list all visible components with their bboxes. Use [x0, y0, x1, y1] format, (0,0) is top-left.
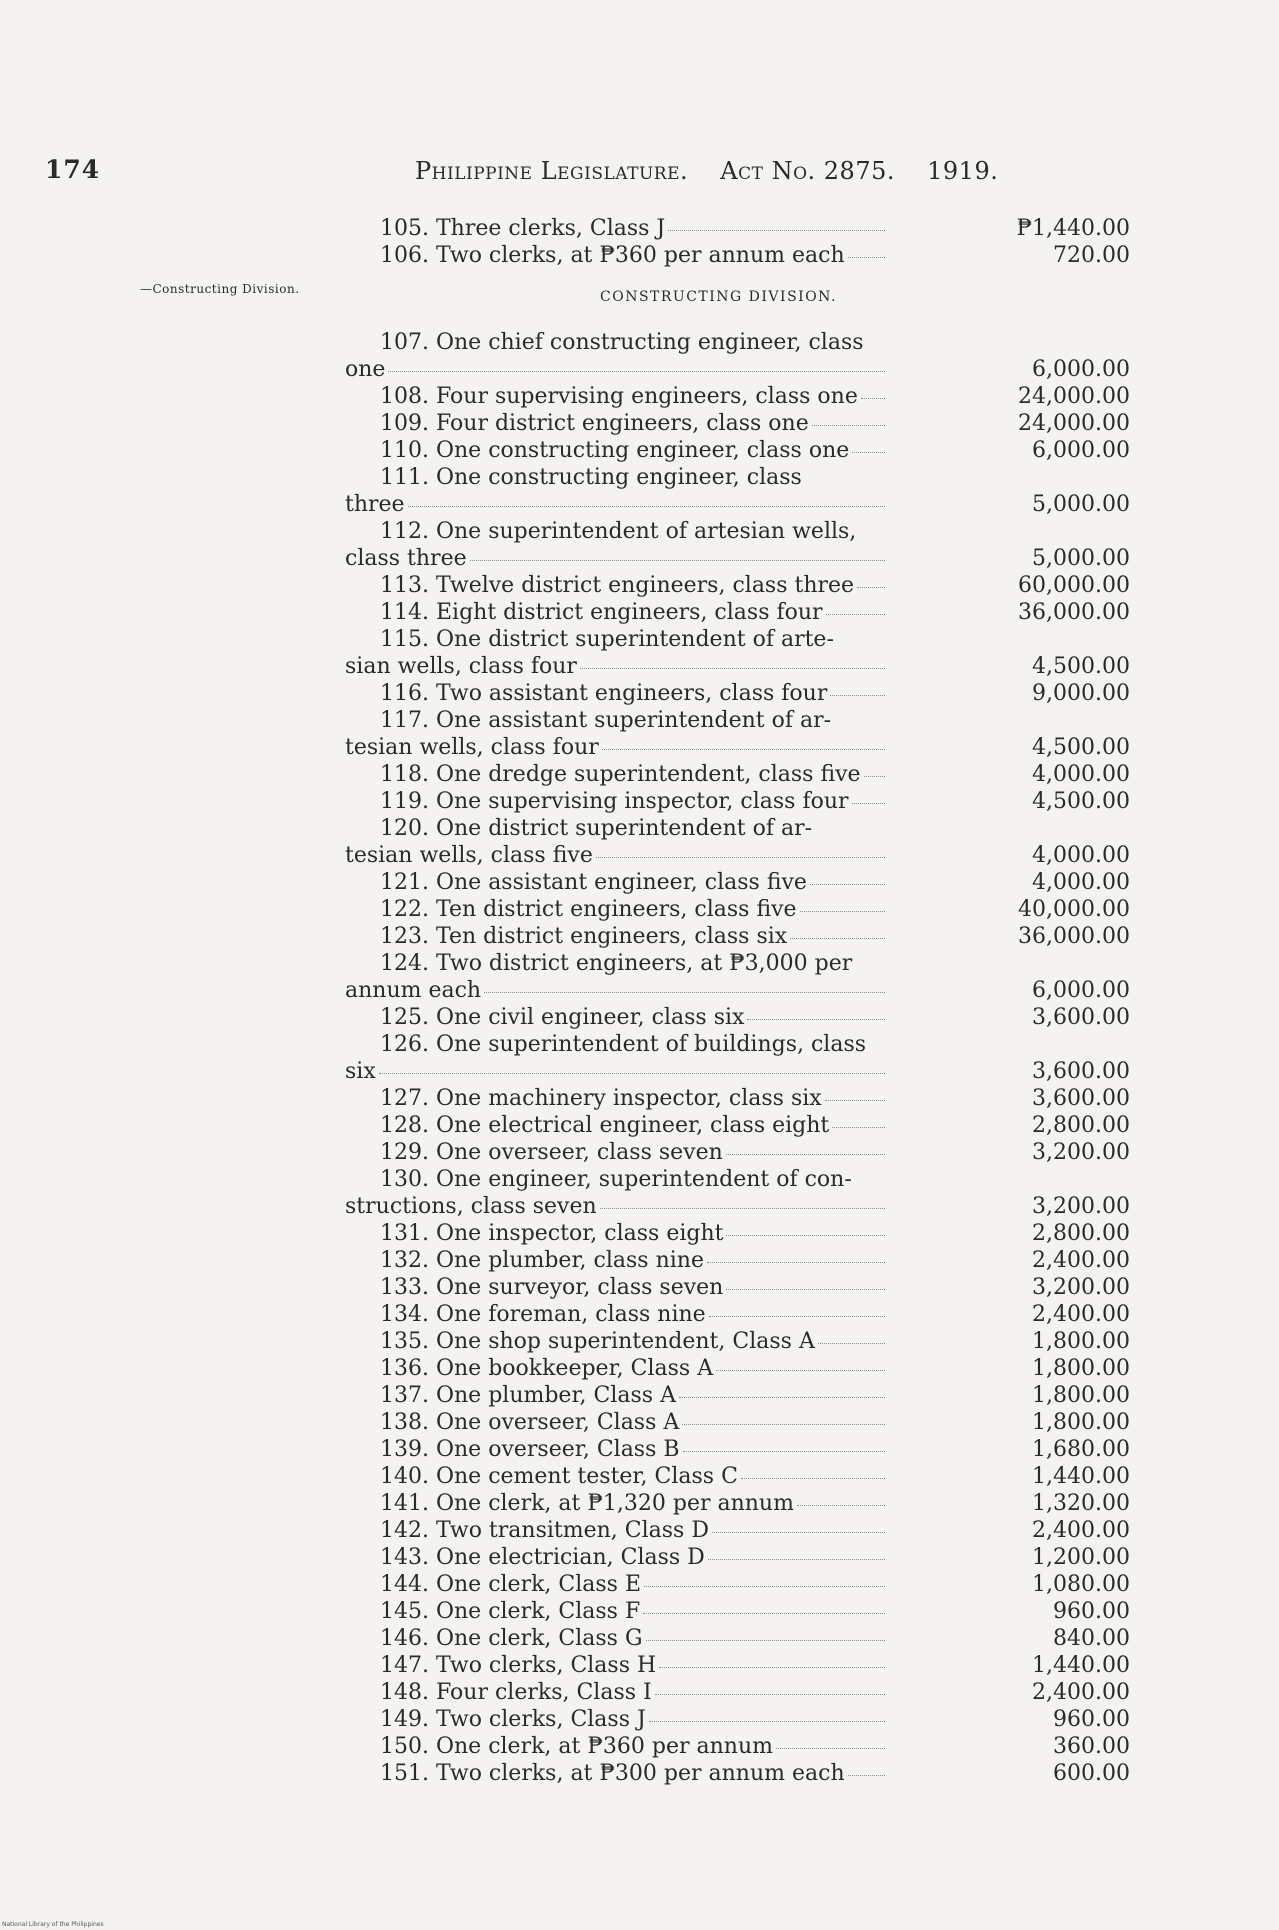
- entry-row: [330, 1707, 1130, 1734]
- entry-description: [380, 519, 980, 544]
- entry-text: 118. One dredge superintendent, class five: [380, 762, 861, 787]
- leader-dots: [812, 425, 885, 426]
- running-title: Philippine Legislature.: [415, 157, 689, 185]
- leader-dots: [602, 749, 885, 750]
- entry-amount: 1,800.00: [1032, 1329, 1130, 1354]
- entry-description: [380, 1707, 980, 1732]
- entry-description: [380, 951, 980, 976]
- entry-amount: 1,440.00: [1032, 1653, 1130, 1678]
- entry-text: annum each: [345, 978, 482, 1003]
- entry-description: [380, 762, 980, 787]
- entry-description: [380, 600, 980, 625]
- entry-amount: 36,000.00: [1018, 924, 1130, 949]
- entry-text: 146. One clerk, Class G: [380, 1626, 643, 1651]
- entry-description: [345, 1059, 945, 1084]
- entry-amount: 36,000.00: [1018, 600, 1130, 625]
- entry-row: [330, 1113, 1130, 1140]
- entry-description: [380, 1302, 980, 1327]
- entry-description: [380, 897, 980, 922]
- entry-row: [330, 816, 1130, 843]
- year: 1919.: [927, 157, 999, 185]
- entry-row: [330, 600, 1130, 627]
- entry-text: 107. One chief constructing engineer, class: [380, 330, 864, 355]
- entry-description: [345, 654, 945, 679]
- entry-text: 125. One civil engineer, class six: [380, 1005, 745, 1030]
- entry-description: [345, 978, 945, 1003]
- margin-note: —Constructing Division.: [140, 282, 300, 296]
- entry-text: 134. One foreman, class nine: [380, 1302, 706, 1327]
- entry-amount: 6,000.00: [1032, 438, 1130, 463]
- entry-text: 139. One overseer, Class B: [380, 1437, 680, 1462]
- entry-amount: 960.00: [1053, 1707, 1130, 1732]
- entry-row: [330, 1086, 1130, 1113]
- entry-text: 128. One electrical engineer, class eight: [380, 1113, 830, 1138]
- entry-text: 135. One shop superintendent, Class A: [380, 1329, 815, 1354]
- entry-description: [380, 1248, 980, 1273]
- entry-row: [330, 924, 1130, 951]
- entry-description: [380, 1383, 980, 1408]
- entry-row: [330, 789, 1130, 816]
- entry-description: [380, 411, 980, 436]
- entry-description: [345, 357, 945, 382]
- leader-dots: [726, 1154, 885, 1155]
- leader-dots: [379, 1073, 885, 1074]
- leader-dots: [848, 1775, 885, 1776]
- page-number: 174: [45, 155, 101, 184]
- entry-amount: 1,080.00: [1032, 1572, 1130, 1597]
- entry-amount: 1,200.00: [1032, 1545, 1130, 1570]
- entry-text: 121. One assistant engineer, class five: [380, 870, 807, 895]
- entry-amount: 4,500.00: [1032, 789, 1130, 814]
- entry-text: 109. Four district engineers, class one: [380, 411, 809, 436]
- entry-description: [345, 1194, 945, 1219]
- entry-description: [380, 1329, 980, 1354]
- entry-amount: 3,200.00: [1032, 1275, 1130, 1300]
- entry-row: [330, 1491, 1130, 1518]
- leader-dots: [861, 398, 885, 399]
- act-number: Act No. 2875.: [720, 157, 895, 185]
- entry-row: [330, 1572, 1130, 1599]
- entry-row: [330, 1005, 1130, 1032]
- entry-row: [330, 654, 1130, 681]
- leader-dots: [747, 1019, 885, 1020]
- entry-row: [330, 1032, 1130, 1059]
- entry-description: [345, 735, 945, 760]
- entry-row: [330, 1167, 1130, 1194]
- entry-description: [380, 816, 980, 841]
- entry-row: [330, 1437, 1130, 1464]
- entry-amount: 3,600.00: [1032, 1059, 1130, 1084]
- entry-text: 136. One bookkeeper, Class A: [380, 1356, 714, 1381]
- entry-row: [330, 1410, 1130, 1437]
- entry-row: [330, 627, 1130, 654]
- entry-row: [330, 330, 1130, 357]
- entry-amount: 6,000.00: [1032, 357, 1130, 382]
- entry-description: [380, 1599, 980, 1624]
- entry-text: 111. One constructing engineer, class: [380, 465, 802, 490]
- entry-text: 119. One supervising inspector, class four: [380, 789, 849, 814]
- leader-dots: [848, 257, 885, 258]
- entry-text: 112. One superintendent of artesian wells,: [380, 519, 857, 544]
- entry-text: one: [345, 357, 386, 382]
- entry-text: six: [345, 1059, 376, 1084]
- entry-row: [330, 1356, 1130, 1383]
- entry-amount: 3,200.00: [1032, 1194, 1130, 1219]
- entry-text: 131. One inspector, class eight: [380, 1221, 724, 1246]
- entry-text: 113. Twelve district engineers, class three: [380, 573, 855, 598]
- entry-description: [380, 1221, 980, 1246]
- entry-amount: 2,400.00: [1032, 1680, 1130, 1705]
- entry-row: [330, 1545, 1130, 1572]
- entry-text: structions, class seven: [345, 1194, 597, 1219]
- footer-credit: National Library of the Philippines: [2, 1921, 104, 1928]
- entry-row: [330, 492, 1130, 519]
- entry-row: [330, 1599, 1130, 1626]
- entry-row: [330, 708, 1130, 735]
- entry-text: 149. Two clerks, Class J: [380, 1707, 646, 1732]
- leader-dots: [668, 230, 885, 231]
- entry-row: [330, 1734, 1130, 1761]
- entry-text: 116. Two assistant engineers, class four: [380, 681, 828, 706]
- entry-description: [380, 330, 980, 355]
- entry-description: [380, 1572, 980, 1597]
- leader-dots: [470, 560, 885, 561]
- entry-text: 132. One plumber, class nine: [380, 1248, 704, 1273]
- leader-dots: [818, 1343, 885, 1344]
- entry-row: [330, 438, 1130, 465]
- entry-text: 147. Two clerks, Class H: [380, 1653, 657, 1678]
- entry-description: [380, 1626, 980, 1651]
- entry-amount: 1,320.00: [1032, 1491, 1130, 1516]
- leader-dots: [790, 938, 885, 939]
- entry-text: 106. Two clerks, at ₱360 per annum each: [380, 243, 845, 268]
- entry-description: [380, 384, 980, 409]
- entry-amount: 1,680.00: [1032, 1437, 1130, 1462]
- entry-text: 143. One electrician, Class D: [380, 1545, 705, 1570]
- entry-amount: 4,500.00: [1032, 654, 1130, 679]
- entry-text: tesian wells, class four: [345, 735, 599, 760]
- entry-row: [330, 1221, 1130, 1248]
- entry-row: [330, 1464, 1130, 1491]
- entry-row: [330, 519, 1130, 546]
- entry-amount: 360.00: [1053, 1734, 1130, 1759]
- entry-amount: 5,000.00: [1032, 492, 1130, 517]
- entry-row: [330, 216, 1130, 243]
- leader-dots: [852, 452, 885, 453]
- entry-amount: 2,800.00: [1032, 1221, 1130, 1246]
- entry-amount: 2,400.00: [1032, 1302, 1130, 1327]
- leader-dots: [484, 992, 885, 993]
- leader-dots: [716, 1370, 885, 1371]
- entry-amount: 4,000.00: [1032, 762, 1130, 787]
- entry-row: [330, 735, 1130, 762]
- entry-description: [380, 465, 980, 490]
- leader-dots: [709, 1316, 885, 1317]
- entry-text: 115. One district superintendent of arte-: [380, 627, 834, 652]
- entry-text: 117. One assistant superintendent of ar-: [380, 708, 832, 733]
- leader-dots: [679, 1397, 885, 1398]
- entry-row: [330, 1302, 1130, 1329]
- entry-description: [380, 216, 980, 241]
- entry-description: [380, 1140, 980, 1165]
- entry-amount: 1,440.00: [1032, 1464, 1130, 1489]
- leader-dots: [649, 1721, 885, 1722]
- entry-amount: 4,000.00: [1032, 870, 1130, 895]
- entry-amount: ₱1,440.00: [1016, 216, 1130, 241]
- entry-row: [330, 843, 1130, 870]
- entry-amount: 1,800.00: [1032, 1383, 1130, 1408]
- running-head: [415, 157, 1022, 185]
- entry-amount: 4,000.00: [1032, 843, 1130, 868]
- leader-dots: [408, 506, 885, 507]
- leader-dots: [852, 803, 885, 804]
- entry-row: [330, 1248, 1130, 1275]
- section-heading: CONSTRUCTING DIVISION.: [600, 289, 837, 305]
- entry-description: [380, 243, 980, 268]
- entry-amount: 1,800.00: [1032, 1356, 1130, 1381]
- entry-row: [330, 1653, 1130, 1680]
- entry-row: [330, 1761, 1130, 1788]
- entry-text: 122. Ten district engineers, class five: [380, 897, 797, 922]
- entry-row: [330, 978, 1130, 1005]
- entry-text: 105. Three clerks, Class J: [380, 216, 666, 241]
- entry-amount: 2,400.00: [1032, 1248, 1130, 1273]
- entry-amount: 40,000.00: [1018, 897, 1130, 922]
- entry-row: [330, 411, 1130, 438]
- entry-amount: 6,000.00: [1032, 978, 1130, 1003]
- leader-dots: [857, 587, 885, 588]
- entry-text: 123. Ten district engineers, class six: [380, 924, 788, 949]
- leader-dots: [741, 1478, 885, 1479]
- entry-amount: 24,000.00: [1018, 411, 1130, 436]
- leader-dots: [864, 776, 885, 777]
- entry-text: 114. Eight district engineers, class four: [380, 600, 823, 625]
- entry-text: 127. One machinery inspector, class six: [380, 1086, 822, 1111]
- entry-description: [380, 1680, 980, 1705]
- entry-description: [380, 1464, 980, 1489]
- entry-description: [380, 1167, 980, 1192]
- entry-amount: 3,200.00: [1032, 1140, 1130, 1165]
- entry-description: [380, 1005, 980, 1030]
- leader-dots: [726, 1289, 885, 1290]
- entry-amount: 2,400.00: [1032, 1518, 1130, 1543]
- entry-description: [380, 573, 980, 598]
- entry-amount: 3,600.00: [1032, 1086, 1130, 1111]
- entry-description: [380, 1734, 980, 1759]
- leader-dots: [726, 1235, 885, 1236]
- leader-dots: [810, 884, 885, 885]
- entry-amount: 9,000.00: [1032, 681, 1130, 706]
- entry-text: 140. One cement tester, Class C: [380, 1464, 738, 1489]
- entry-description: [380, 627, 980, 652]
- leader-dots: [682, 1424, 885, 1425]
- entry-amount: 4,500.00: [1032, 735, 1130, 760]
- entry-text: 126. One superintendent of buildings, class: [380, 1032, 867, 1057]
- entry-row: [330, 762, 1130, 789]
- entry-description: [380, 1086, 980, 1111]
- leader-dots: [826, 614, 885, 615]
- entry-row: [330, 1329, 1130, 1356]
- entry-row: [330, 870, 1130, 897]
- leader-dots: [830, 695, 885, 696]
- entry-amount: 5,000.00: [1032, 546, 1130, 571]
- entry-text: tesian wells, class five: [345, 843, 593, 868]
- entry-text: 138. One overseer, Class A: [380, 1410, 680, 1435]
- entry-description: [380, 789, 980, 814]
- entry-description: [380, 1275, 980, 1300]
- entry-description: [345, 546, 945, 571]
- leader-dots: [708, 1559, 885, 1560]
- leader-dots: [776, 1748, 885, 1749]
- leader-dots: [832, 1127, 885, 1128]
- entry-text: 144. One clerk, Class E: [380, 1572, 642, 1597]
- entry-row: [330, 1059, 1130, 1086]
- leader-dots: [800, 911, 885, 912]
- entry-amount: 1,800.00: [1032, 1410, 1130, 1435]
- entry-row: [330, 465, 1130, 492]
- entry-row: [330, 681, 1130, 708]
- entry-row: [330, 1518, 1130, 1545]
- entry-description: [380, 708, 980, 733]
- entry-amount: 24,000.00: [1018, 384, 1130, 409]
- entry-description: [380, 924, 980, 949]
- entry-text: class three: [345, 546, 467, 571]
- entry-description: [380, 681, 980, 706]
- entry-description: [345, 492, 945, 517]
- leader-dots: [600, 1208, 885, 1209]
- entry-row: [330, 573, 1130, 600]
- entry-amount: 720.00: [1053, 243, 1130, 268]
- entry-description: [380, 1356, 980, 1381]
- entry-text: 120. One district superintendent of ar-: [380, 816, 813, 841]
- leader-dots: [388, 371, 885, 372]
- entry-description: [380, 870, 980, 895]
- leader-dots: [683, 1451, 885, 1452]
- entry-text: 145. One clerk, Class F: [380, 1599, 641, 1624]
- leader-dots: [707, 1262, 885, 1263]
- entry-description: [380, 1113, 980, 1138]
- entry-description: [380, 1518, 980, 1543]
- entry-description: [380, 1653, 980, 1678]
- entry-amount: 960.00: [1053, 1599, 1130, 1624]
- entry-row: [330, 951, 1130, 978]
- entry-description: [380, 1491, 980, 1516]
- entry-description: [380, 1437, 980, 1462]
- entry-text: 129. One overseer, class seven: [380, 1140, 723, 1165]
- entry-row: [330, 1194, 1130, 1221]
- entry-text: sian wells, class four: [345, 654, 577, 679]
- entry-row: [330, 357, 1130, 384]
- entry-description: [380, 1410, 980, 1435]
- entry-text: 151. Two clerks, at ₱300 per annum each: [380, 1761, 845, 1786]
- entry-row: [330, 1140, 1130, 1167]
- leader-dots: [825, 1100, 885, 1101]
- entry-text: 142. Two transitmen, Class D: [380, 1518, 709, 1543]
- entry-text: 137. One plumber, Class A: [380, 1383, 676, 1408]
- entry-amount: 600.00: [1053, 1761, 1130, 1786]
- leader-dots: [659, 1667, 885, 1668]
- entry-text: 124. Two district engineers, at ₱3,000 per: [380, 951, 853, 976]
- entry-text: 108. Four supervising engineers, class one: [380, 384, 858, 409]
- entry-text: three: [345, 492, 405, 517]
- leader-dots: [712, 1532, 885, 1533]
- entry-description: [380, 1761, 980, 1786]
- leader-dots: [646, 1640, 885, 1641]
- leader-dots: [655, 1694, 885, 1695]
- entry-row: [330, 1680, 1130, 1707]
- leader-dots: [797, 1505, 885, 1506]
- leader-dots: [580, 668, 885, 669]
- entry-description: [380, 438, 980, 463]
- entry-amount: 840.00: [1053, 1626, 1130, 1651]
- leader-dots: [643, 1613, 885, 1614]
- leader-dots: [596, 857, 885, 858]
- entry-text: 148. Four clerks, Class I: [380, 1680, 652, 1705]
- entry-row: [330, 1275, 1130, 1302]
- entry-description: [345, 843, 945, 868]
- entry-row: [330, 1383, 1130, 1410]
- entry-text: 141. One clerk, at ₱1,320 per annum: [380, 1491, 794, 1516]
- entry-amount: 2,800.00: [1032, 1113, 1130, 1138]
- entry-text: 133. One surveyor, class seven: [380, 1275, 724, 1300]
- entry-description: [380, 1032, 980, 1057]
- entry-text: 150. One clerk, at ₱360 per annum: [380, 1734, 773, 1759]
- entry-text: 110. One constructing engineer, class one: [380, 438, 850, 463]
- entry-row: [330, 897, 1130, 924]
- entry-row: [330, 243, 1130, 270]
- entry-text: 130. One engineer, superintendent of con-: [380, 1167, 852, 1192]
- entry-description: [380, 1545, 980, 1570]
- leader-dots: [644, 1586, 885, 1587]
- entry-row: [330, 384, 1130, 411]
- entry-row: [330, 1626, 1130, 1653]
- entry-amount: 60,000.00: [1018, 573, 1130, 598]
- entry-amount: 3,600.00: [1032, 1005, 1130, 1030]
- entry-row: [330, 546, 1130, 573]
